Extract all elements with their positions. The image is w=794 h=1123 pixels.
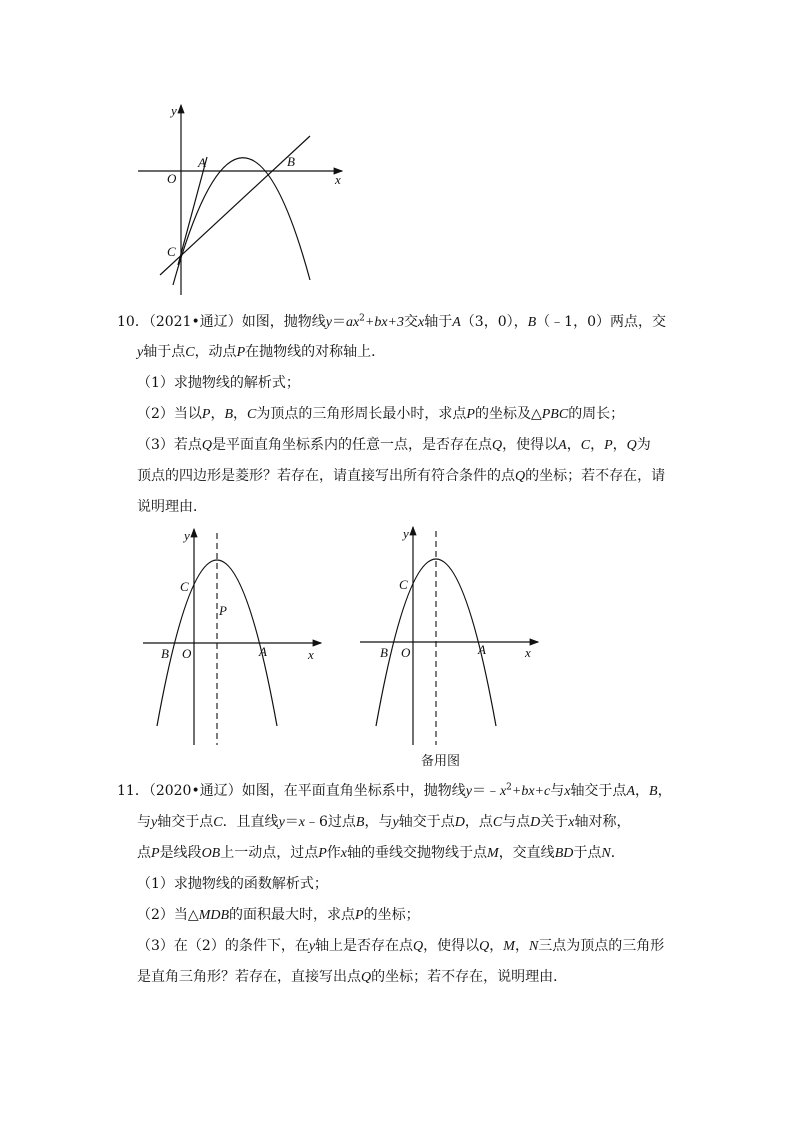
q11-sub-3-cont bbox=[137, 967, 567, 988]
q11-text: 关于 bbox=[540, 814, 569, 830]
q10-sub-3 bbox=[137, 435, 651, 456]
q11-text: 轴的垂线交抛物线于点 bbox=[347, 845, 488, 861]
q10-text: ， bbox=[590, 437, 605, 453]
q11-var: y bbox=[392, 815, 399, 830]
q11-text: ， bbox=[635, 783, 649, 799]
q11-text: ，点 bbox=[464, 814, 493, 830]
q11-point: P bbox=[355, 908, 364, 923]
q10-text: ， bbox=[566, 437, 581, 453]
q10-point: PBC bbox=[541, 407, 569, 422]
q10-point: P bbox=[466, 407, 475, 422]
q10-eq: ＝ bbox=[331, 314, 346, 330]
q10-point: C bbox=[185, 345, 195, 360]
q10-point: P bbox=[604, 438, 613, 453]
label-y: y bbox=[171, 103, 177, 118]
q10-text: 顶点的四边形是菱形？若存在，请直接写出所有符合条件的点 bbox=[137, 468, 515, 484]
label-b: B bbox=[380, 645, 388, 660]
q11-text: （2）当△ bbox=[137, 907, 199, 923]
q11-text: 过点 bbox=[327, 814, 356, 830]
q11-text: 的面积最大时，求点 bbox=[229, 907, 356, 923]
q10-eq: +bx+3 bbox=[364, 315, 404, 330]
q10-sub-3-end bbox=[137, 497, 207, 517]
label-y: y bbox=[184, 528, 190, 543]
q10-point: P bbox=[236, 345, 246, 360]
q11-text: 是直角三角形？若存在，直接写出点 bbox=[137, 969, 361, 985]
q11-text: 上一动点，过点 bbox=[220, 845, 319, 861]
q10-text: 是平面直角坐标系内的任意一点，是否存在点 bbox=[212, 437, 493, 453]
q11-point: M bbox=[487, 846, 499, 861]
q11-point: C bbox=[213, 815, 223, 830]
q10-point: C bbox=[580, 438, 591, 453]
q11-var: x bbox=[340, 846, 348, 861]
q11-eq: ＝﹣ bbox=[471, 783, 500, 799]
q11-eq: x bbox=[499, 784, 507, 799]
figure-2b-svg bbox=[355, 523, 555, 753]
q11-text: 轴上是否存在点 bbox=[315, 938, 414, 954]
q11-point: P bbox=[151, 846, 160, 861]
q10-point: Q bbox=[492, 438, 503, 453]
label-x: x bbox=[308, 647, 314, 662]
label-p: P bbox=[219, 603, 227, 618]
q11-point: D bbox=[454, 815, 465, 830]
q11-text: ，与 bbox=[364, 814, 393, 830]
q11-text: （3）在（2）的条件下，在 bbox=[137, 938, 309, 954]
q11-text: 的坐标；若不存在，说明理由． bbox=[371, 969, 568, 985]
figure-question-10-spare bbox=[355, 523, 555, 753]
q11-point: MDB bbox=[198, 908, 230, 923]
q10-line-1 bbox=[117, 312, 666, 333]
q11-point: BD bbox=[554, 846, 574, 861]
q10-point: C bbox=[247, 407, 257, 422]
q10-text: 为 bbox=[636, 437, 651, 453]
q11-point: B bbox=[355, 815, 365, 830]
q11-eq: ﹣6 bbox=[305, 814, 328, 830]
q11-text: ，使得以 bbox=[423, 938, 480, 954]
q10-point: Q bbox=[515, 469, 526, 484]
q10-point: B bbox=[224, 407, 234, 422]
q11-eq: ＝ bbox=[284, 814, 299, 830]
q11-line-2 bbox=[137, 812, 631, 833]
label-o: O bbox=[401, 645, 411, 660]
q11-line-3 bbox=[137, 843, 625, 864]
label-c: C bbox=[180, 579, 189, 594]
spare-figure-caption: 备用图 bbox=[421, 754, 461, 769]
q11-text: 轴交于点 bbox=[398, 814, 455, 830]
q11-point: Q bbox=[479, 939, 490, 954]
q10-text: （2）当以 bbox=[137, 406, 202, 422]
q11-text: 如图，在平面直角坐标系中，抛物线 bbox=[241, 783, 466, 799]
q11-eq: +bx+c bbox=[511, 784, 551, 799]
q10-text: （﹣1，0）两点，交 bbox=[536, 314, 666, 330]
q11-point: C bbox=[492, 815, 503, 830]
q10-sub-1-text: （1）求抛物线的解析式； bbox=[137, 375, 300, 391]
q10-text: ，动点 bbox=[194, 344, 237, 360]
q11-text: ， bbox=[489, 938, 504, 954]
q11-text: 轴对称， bbox=[574, 814, 631, 830]
label-a: A bbox=[259, 644, 267, 659]
q10-text: ，使得以 bbox=[502, 437, 559, 453]
q11-point: Q bbox=[361, 970, 372, 985]
q11-eq: y bbox=[465, 784, 472, 799]
q11-source: （2020•通辽） bbox=[148, 783, 242, 799]
q10-source: （2021•通辽） bbox=[148, 314, 242, 330]
label-a: A bbox=[198, 155, 206, 170]
q11-text: ． bbox=[610, 845, 625, 861]
figure-2a-svg bbox=[135, 523, 335, 753]
q10-eq: ax bbox=[345, 315, 360, 330]
q11-text: 三点为顶点的三角形 bbox=[538, 938, 665, 954]
q11-point: Q bbox=[413, 939, 424, 954]
label-c: C bbox=[399, 577, 408, 592]
q10-text: ， bbox=[233, 406, 248, 422]
q10-text: ， bbox=[210, 406, 225, 422]
q10-point: Q bbox=[626, 438, 637, 453]
q11-text: 与 bbox=[137, 814, 151, 830]
q11-sub-1 bbox=[137, 874, 328, 894]
label-c: C bbox=[167, 244, 176, 259]
q10-text: 轴于 bbox=[424, 314, 453, 330]
q11-text: ， bbox=[514, 938, 529, 954]
q11-point: N bbox=[601, 846, 611, 861]
q11-text: 点 bbox=[137, 845, 151, 861]
q11-text: 是线段 bbox=[159, 845, 202, 861]
q11-var: y bbox=[151, 815, 158, 830]
label-y: y bbox=[403, 526, 409, 541]
figure-question-10 bbox=[135, 523, 335, 753]
q11-eq: x bbox=[298, 815, 305, 830]
q10-text: 交 bbox=[404, 314, 418, 330]
q11-var: y bbox=[308, 939, 316, 954]
q10-var: x bbox=[418, 315, 425, 330]
q10-text: （3）若点 bbox=[137, 437, 202, 453]
q10-sub-2 bbox=[137, 404, 624, 425]
q11-point: P bbox=[318, 846, 327, 861]
label-b: B bbox=[287, 154, 295, 169]
q10-point: Q bbox=[201, 438, 213, 453]
q11-eq: y bbox=[278, 815, 285, 830]
q11-sub-3 bbox=[137, 936, 664, 957]
q11-sub-2 bbox=[137, 905, 420, 926]
parabola bbox=[173, 158, 310, 285]
q10-text: （3，0）， bbox=[460, 314, 528, 330]
q11-point: M bbox=[503, 939, 515, 954]
q11-point: B bbox=[649, 784, 658, 799]
q10-text: 轴于点 bbox=[143, 344, 186, 360]
q10-point: P bbox=[201, 407, 211, 422]
q10-text: 在抛物线的对称轴上． bbox=[245, 344, 386, 360]
q10-text: 为顶点的三角形周长最小时，求点 bbox=[256, 406, 467, 422]
q10-text: 的坐标及△ bbox=[474, 406, 542, 422]
q10-text: 的周长； bbox=[568, 406, 625, 422]
q10-eq: y bbox=[325, 315, 332, 330]
q10-text: 的坐标；若不存在，请 bbox=[525, 468, 666, 484]
q10-sub-1 bbox=[137, 373, 300, 393]
q11-text: 的坐标； bbox=[363, 907, 420, 923]
label-x: x bbox=[525, 645, 531, 660]
label-o: O bbox=[167, 171, 177, 186]
q10-text: 如图，抛物线 bbox=[241, 314, 326, 330]
q11-text: ，交直线 bbox=[498, 845, 555, 861]
q11-var: x bbox=[568, 815, 575, 830]
q11-var: x bbox=[564, 784, 571, 799]
q11-text: 轴交于点 bbox=[157, 814, 214, 830]
label-b: B bbox=[161, 646, 169, 661]
q10-point: A bbox=[452, 315, 461, 330]
q10-point: A bbox=[558, 438, 567, 453]
line-ac bbox=[178, 157, 207, 265]
q11-text: 作 bbox=[326, 845, 341, 861]
q11-text: 轴交于点 bbox=[570, 783, 627, 799]
q11-eq-exponent: 2 bbox=[506, 782, 512, 793]
q11-text: ， bbox=[657, 783, 672, 799]
q11-point: N bbox=[528, 939, 539, 954]
q10-line-2 bbox=[137, 342, 385, 363]
q10-text: 说明理由． bbox=[137, 499, 207, 515]
q10-sub-3-cont bbox=[137, 466, 665, 487]
q11-point: OB bbox=[201, 846, 221, 861]
q11-text: 与 bbox=[550, 783, 565, 799]
figure-question-9 bbox=[130, 95, 360, 305]
q11-point: D bbox=[530, 815, 541, 830]
label-x: x bbox=[335, 172, 341, 187]
figure-1-svg bbox=[130, 95, 360, 305]
q10-point: B bbox=[527, 315, 537, 330]
q11-sub-1-text: （1）求抛物线的函数解析式； bbox=[137, 876, 328, 892]
q11-number: 11． bbox=[117, 783, 149, 799]
q11-line-1 bbox=[117, 781, 672, 802]
q10-var: y bbox=[137, 345, 144, 360]
q10-text: ， bbox=[612, 437, 627, 453]
q11-text: 于点 bbox=[573, 845, 602, 861]
label-o: O bbox=[182, 646, 192, 661]
q11-point: A bbox=[626, 784, 635, 799]
q11-text: ．且直线 bbox=[222, 814, 279, 830]
label-a: A bbox=[478, 642, 486, 657]
q10-number: 10． bbox=[117, 314, 149, 330]
q11-text: 与点 bbox=[502, 814, 531, 830]
q10-eq-exponent: 2 bbox=[359, 313, 365, 324]
